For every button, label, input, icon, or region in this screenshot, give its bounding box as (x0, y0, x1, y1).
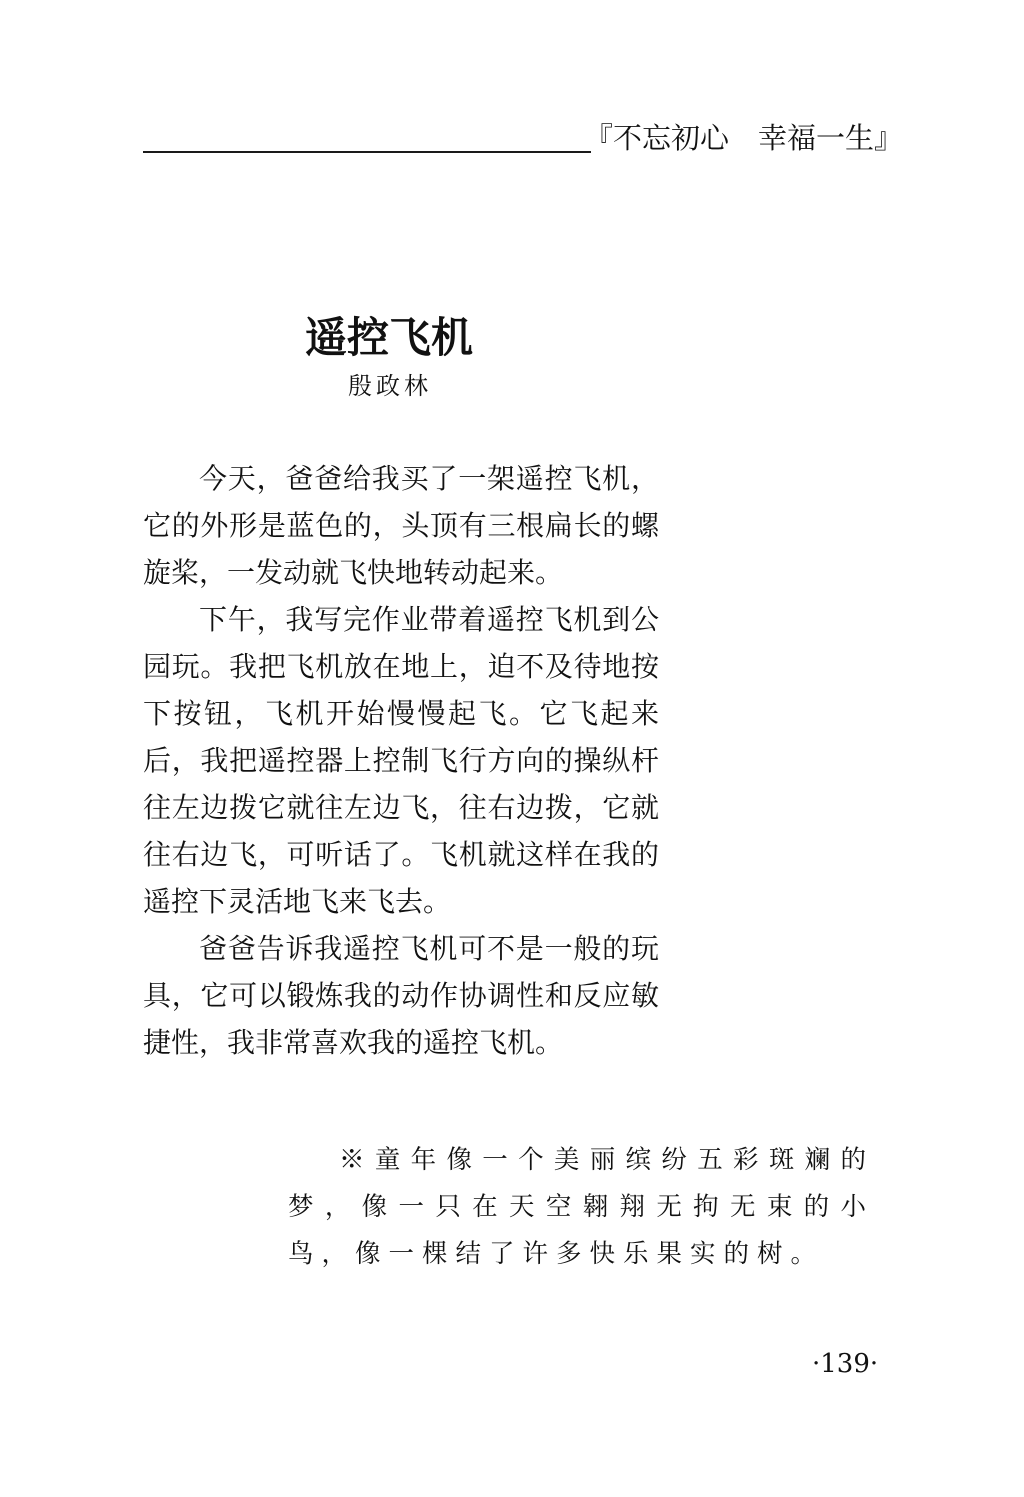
paragraph: 今天，爸爸给我买了一架遥控飞机，它的外形是蓝色的，头顶有三根扁长的螺旋桨，一发动就飞快地转动起来。 (143, 462, 659, 589)
running-header: 『不忘初心 幸福一生』 (584, 121, 904, 155)
article-author: 殷政林 (348, 372, 432, 400)
article-title: 遥控飞机 (305, 313, 474, 362)
teacher-comment: ※童年像一个美丽缤纷五彩斑斓的梦，像一只在天空翱翔无拘无束的小鸟，像一棵结了许多快乐果实的树。 (288, 1145, 874, 1269)
header-rule (143, 151, 591, 153)
paragraph: 下午，我写完作业带着遥控飞机到公园玩。我把飞机放在地上，迫不及待地按下按钮，飞机开始慢慢起飞。它飞起来后，我把遥控器上控制飞行方向的操纵杆往左边拨它就往左边飞，往右边拨，它就往右边飞，可听话了。飞机就这样在我的遥控下灵活地飞来飞去。 (143, 603, 659, 918)
article-body (143, 455, 659, 1066)
page-number: ·139· (812, 1349, 879, 1379)
paragraph: 爸爸告诉我遥控飞机可不是一般的玩具，它可以锻炼我的动作协调性和反应敏捷性，我非常喜欢我的遥控飞机。 (143, 932, 659, 1059)
